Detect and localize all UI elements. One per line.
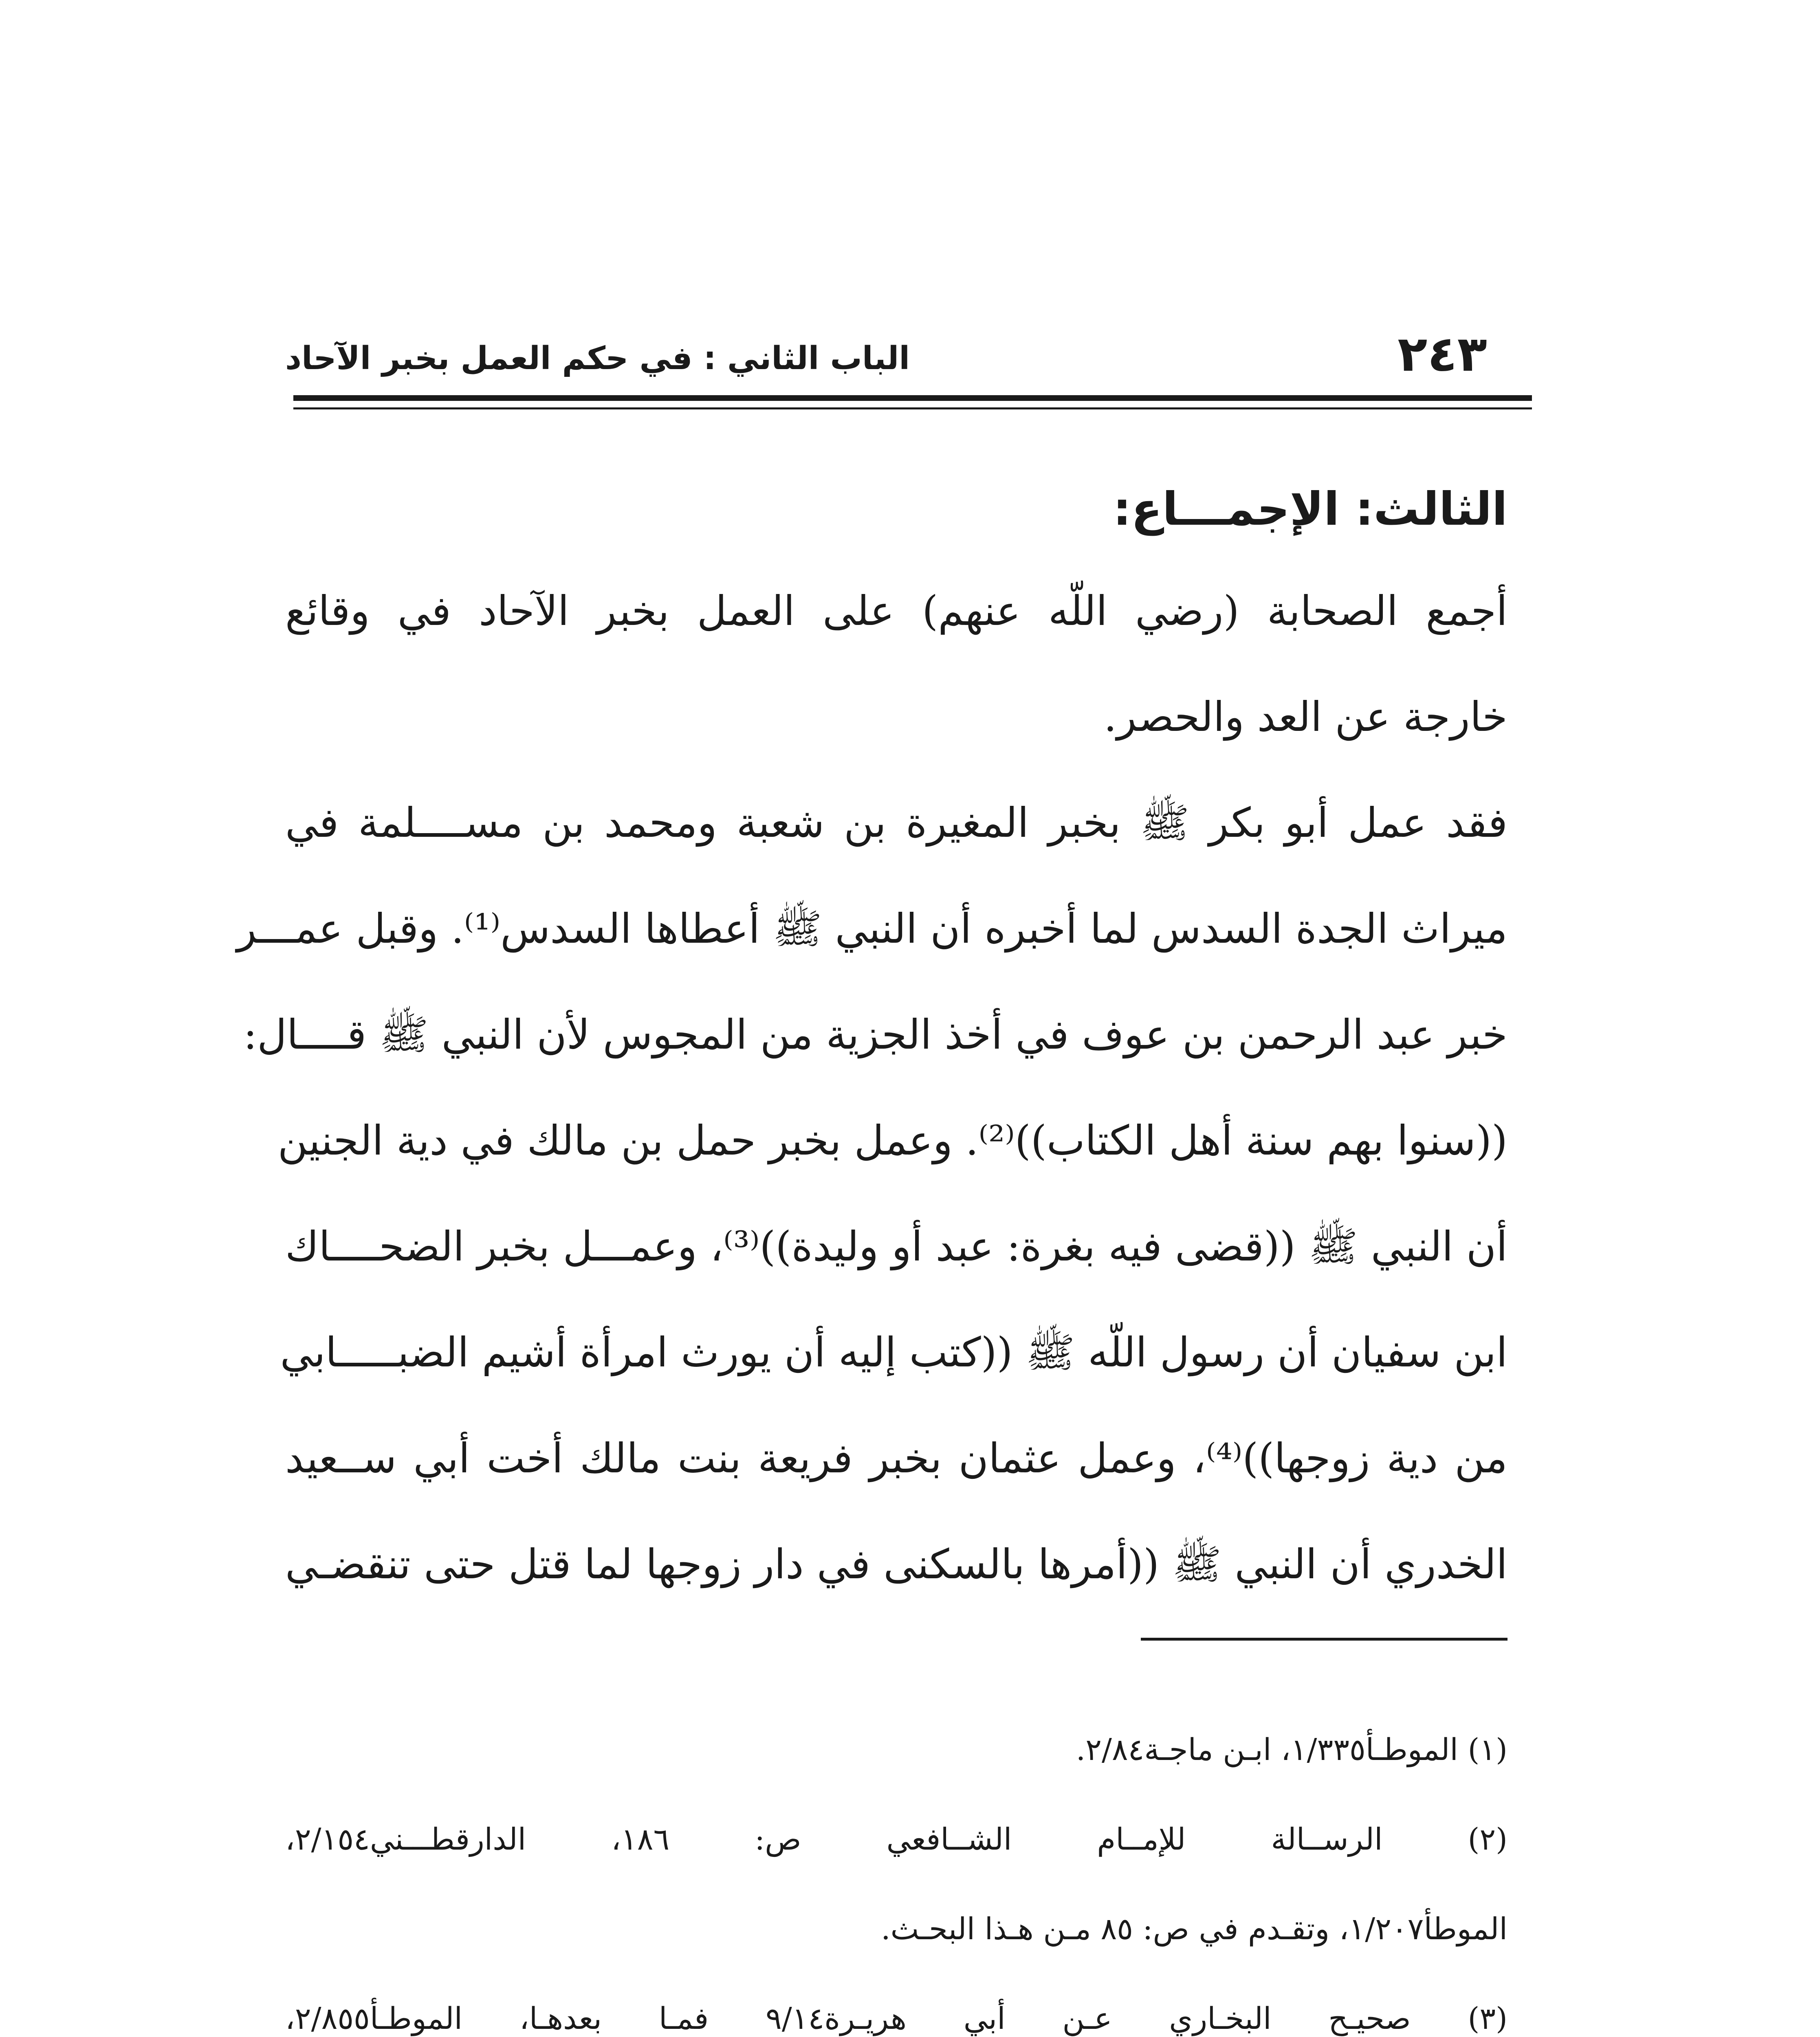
body-line: ابن سفيان أن رسول اللّه ﷺ ((كتب إليه أن يورث امرأة أشيم الضبـــــابي	[280, 1329, 1507, 1376]
body-line: ميراث الجدة السدس لما أخبره أن النبي ﷺ أعطاها السدس⁽¹⁾. وقبل عمـــر	[236, 905, 1507, 953]
header-rule-thick	[293, 395, 1532, 401]
footnotes	[285, 1707, 1507, 2037]
running-head: الباب الثاني : في حكم العمل بخبر الآحاد	[285, 340, 910, 377]
body-line: فقد عمل أبو بكر ﷺ بخبر المغيرة بن شعبة ومحمد بن مســــلمة في	[285, 799, 1507, 847]
body-line: الخدري أن النبي ﷺ ((أمرها بالسكنى في دار زوجها لما قتل حتى تنقضـي	[285, 1540, 1507, 1588]
section-heading: الثالث: الإجمـــاع:	[1113, 483, 1507, 536]
body-line: خارجة عن العد والحصر.	[1104, 693, 1507, 741]
page-header	[0, 0, 1820, 407]
main-text	[236, 464, 1507, 1588]
body-line: أن النبي ﷺ ((قضى فيه بغرة: عبد أو وليدة))⁽³⁾، وعمـــل بخبر الضحــــاك	[285, 1223, 1507, 1270]
footnote-line: (٣) صحيـح البخـاري عـن أبي هريـرة٩/١٤ فمـا بعدهـا، الموطـأ٢/٨٥٥،	[285, 2001, 1507, 2036]
header-rule-thin	[293, 407, 1532, 409]
body-line: من دية زوجها))⁽⁴⁾، وعمل عثمان بخبر فريعة بنت مالك أخت أبي ســعيد	[285, 1434, 1507, 1482]
body-line: ((سنوا بهم سنة أهل الكتاب))⁽²⁾. وعمل بخبر حمل بن مالك في دية الجنين	[277, 1117, 1507, 1164]
footnote-line: الموطأ١/٢٠٧، وتقـدم في ص: ٨٥ مـن هـذا البحـث.	[881, 1912, 1507, 1947]
body-line: خبر عبد الرحمن بن عوف في أخذ الجزية من المجوس لأن النبي ﷺ قــــال:	[243, 1011, 1507, 1058]
footnote-separator	[1141, 1638, 1507, 1641]
footnote-line: (١) الموطـأ١/٣٣٥، ابـن ماجـة٢/٨٤.	[1076, 1732, 1507, 1767]
page-number: ٢٤٣	[1397, 326, 1487, 383]
footnote-line: (٢) الرســالة للإمــام الشــافعي ص: ١٨٦، الدارقطـــني٢/١٥٤،	[285, 1822, 1507, 1857]
body-line: أجمع الصحابة (رضي اللّه عنهم) على العمل بخبر الآحاد في وقائع	[285, 587, 1507, 635]
